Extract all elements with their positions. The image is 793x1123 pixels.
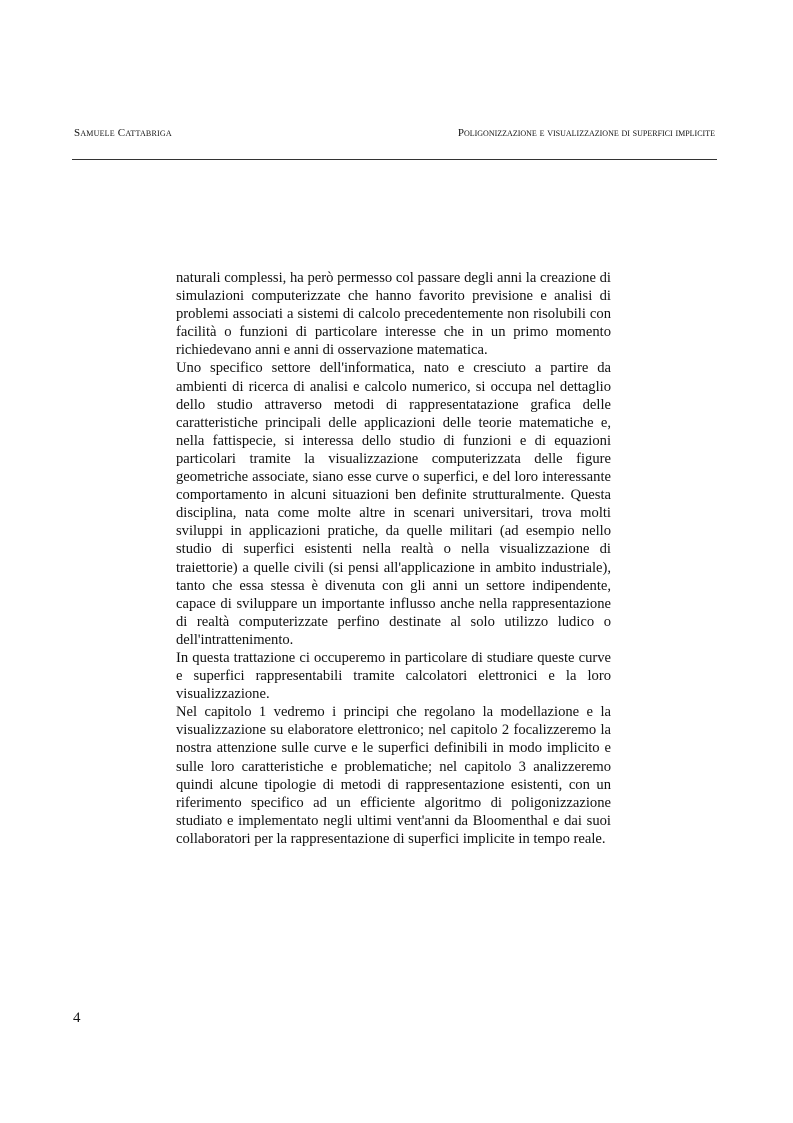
page-number: 4 bbox=[73, 1010, 81, 1026]
paragraph-3: In questa trattazione ci occuperemo in particolare di studiare queste curve e superfici rappresentabili tramite calcolatori elettronici e la loro visualizzazione. bbox=[176, 649, 611, 703]
running-header bbox=[72, 127, 717, 160]
paragraph-4: Nel capitolo 1 vedremo i principi che regolano la modellazione e la visualizzazione su elaboratore elettronico; nel capitolo 2 focalizzeremo la nostra attenzione sulle curve e le superfici definibili in modo implicito e sulle loro caratteristiche e problematiche; nel capitolo 3 analizzeremo quindi alcune tipologie di metodi di rappresentazione esistenti, con un riferimento specifico ad un efficiente algoritmo di poligonizzazione studiato e implementato negli ultimi vent'anni da Bloomenthal e dai suoi collaboratori per la rappresentazione di superfici implicite in tempo reale. bbox=[176, 704, 611, 847]
header-author: Samuele Cattabriga bbox=[74, 127, 172, 139]
paragraph-2: Uno specifico settore dell'informatica, nato e cresciuto a partire da ambienti di ricerca di analisi e calcolo numerico, si occupa nel dettaglio dello studio attraverso metodi di rappresentatazione grafica delle caratteristiche principali delle applicazioni delle teorie matematiche e, nella fattispecie, si interessa dello studio di funzioni e di equazioni particolari tramite la visualizzazione computerizzata delle figure geometriche associate, siano esse curve o superfici, e del loro interessante comportamento in alcuni situazioni ben definite strutturalmente. Questa disciplina, nata come molte altre in scenari universitari, trova molti sviluppi in applicazioni pratiche, da quelle militari (ad esempio nello studio di superfici esistenti nella realtà o nella visualizzazione di traiettorie) a quelle civili (si pensi all'applicazione in ambito industriale), tanto che essa stessa è divenuta con gli anni un settore indipendente, capace di sviluppare un importante influsso anche nella rappresentazione di realtà computerizzate perfino destinate al solo utilizzo ludico o dell'intrattenimento. bbox=[176, 360, 611, 648]
body-text bbox=[176, 269, 611, 848]
paragraph-1: naturali complessi, ha però permesso col passare degli anni la creazione di simulazioni computerizzate che hanno favorito previsione e analisi di problemi associati a sistemi di calcolo precedentemente non risolubili con facilità o funzioni di particolare interesse che in un primo momento richiedevano anni e anni di osservazione matematica. bbox=[176, 270, 611, 359]
header-title: Poligonizzazione e visualizzazione di superfici implicite bbox=[457, 127, 715, 139]
